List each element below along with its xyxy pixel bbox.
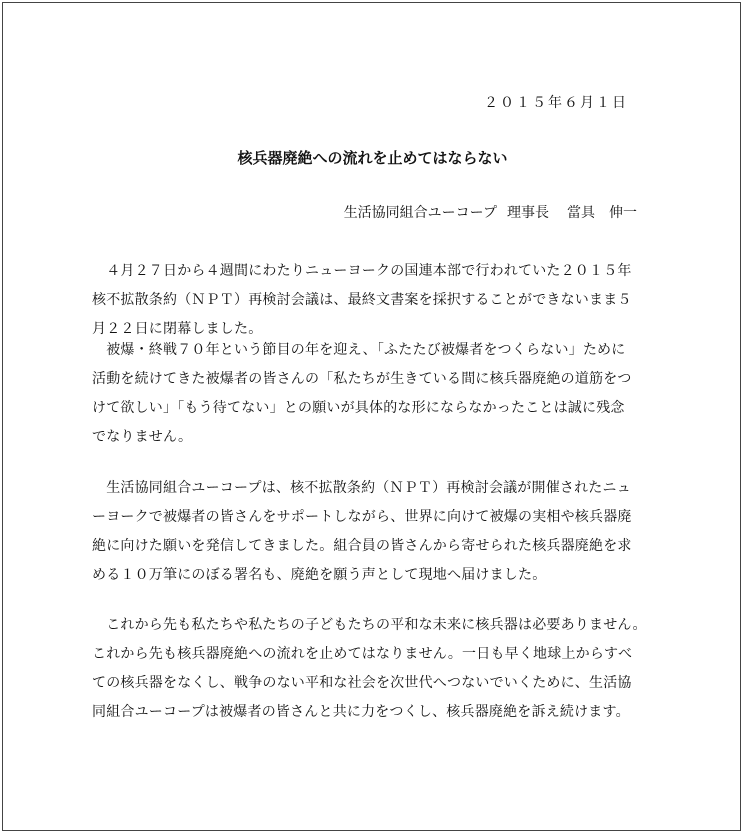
paragraph-line: 月２２日に閉幕しました。 bbox=[92, 321, 263, 337]
document-title: 核兵器廃絶への流れを止めてはならない bbox=[237, 149, 508, 167]
paragraph-line: 活動を続けてきた被爆者の皆さんの「私たちが生きている間に核兵器廃絶の道筋をつ bbox=[92, 371, 632, 387]
paragraph-ucoop-activity bbox=[92, 474, 652, 590]
paragraph-line: める１０万筆にのぼる署名も、廃絶を願う声として現地へ届けました。 bbox=[92, 567, 547, 583]
paragraph-line: 生活協同組合ユーコープは、核不拡散条約（ＮＰＴ）再検討会議が開催されたニュ bbox=[92, 480, 631, 496]
paragraph-line: 絶に向けた願いを発信してきました。組合員の皆さんから寄せられた核兵器廃絶を求 bbox=[92, 538, 632, 554]
author-family-name: 當具 bbox=[567, 205, 595, 221]
paragraph-npt-conference bbox=[92, 257, 652, 344]
paragraph-future-commitment bbox=[92, 611, 652, 727]
author-line bbox=[344, 202, 637, 222]
paragraph-line: ーヨークで被爆者の皆さんをサポートしながら、世界に向けて被爆の実相や核兵器廃 bbox=[92, 509, 632, 525]
paragraph-line: これから先も核兵器廃絶への流れを止めてはなりません。一日も早く地球上からすべ bbox=[92, 646, 633, 662]
author-position: 理事長 bbox=[507, 205, 549, 221]
author-organization: 生活協同組合ユーコープ bbox=[343, 205, 497, 221]
document-date: ２０１５年６月１日 bbox=[484, 95, 628, 111]
paragraph-line: 被爆・終戦７０年という節目の年を迎え、「ふたたび被爆者をつくらない」ために bbox=[92, 342, 626, 358]
paragraph-line: けて欲しい」「もう待てない」との願いが具体的な形にならなかったことは誠に残念 bbox=[92, 400, 625, 416]
paragraph-line: でなりません。 bbox=[92, 429, 193, 445]
paragraph-hibakusha-wish bbox=[92, 336, 652, 452]
paragraph-line: ４月２７日から４週間にわたりニューヨークの国連本部で行われていた２０１５年 bbox=[92, 263, 632, 279]
paragraph-line: これから先も私たちや私たちの子どもたちの平和な未来に核兵器は必要ありません。 bbox=[92, 617, 647, 633]
author-given-name: 伸一 bbox=[609, 205, 637, 221]
paragraph-line: 同組合ユーコープは被爆者の皆さんと共に力をつくし、核兵器廃絶を訴え続けます。 bbox=[92, 704, 630, 720]
paragraph-line: ての核兵器をなくし、戦争のない平和な社会を次世代へつないでいくために、生活協 bbox=[92, 675, 632, 691]
paragraph-line: 核不拡散条約（ＮＰＴ）再検討会議は、最終文書案を採択することができないまま５ bbox=[92, 292, 632, 308]
